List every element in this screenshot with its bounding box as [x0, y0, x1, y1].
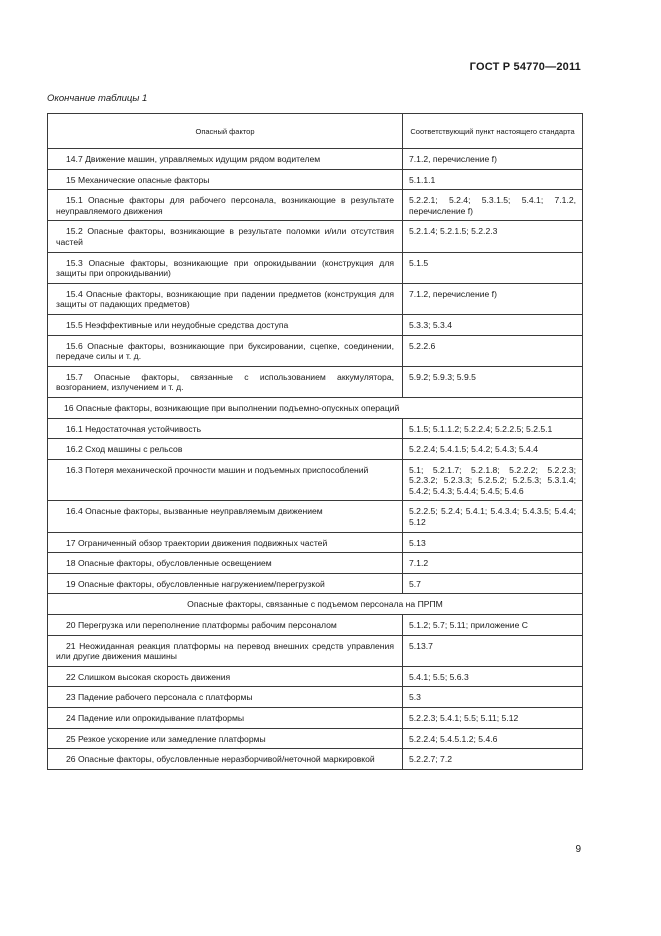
clause-cell: [403, 666, 583, 687]
clause-cell: [403, 573, 583, 594]
table-row: [48, 708, 583, 729]
table-row: [48, 335, 583, 366]
clause-text: 5.9.2; 5.9.3; 5.9.5: [409, 371, 476, 382]
hazard-text: 15.1 Опасные факторы для рабочего персонала, возникающие в результате неуправляемого движения: [56, 195, 394, 216]
clause-text: 5.7: [409, 578, 421, 589]
hazard-cell: [48, 283, 403, 314]
clause-cell: [403, 366, 583, 397]
table-header-row: [48, 114, 583, 149]
clause-cell: [403, 532, 583, 553]
clause-cell: [403, 283, 583, 314]
hazard-cell: [48, 532, 403, 553]
hazard-text: 23 Падение рабочего персонала с платформы: [66, 692, 253, 703]
table-row: [48, 501, 583, 532]
clause-text: 5.2.2.5; 5.2.4; 5.4.1; 5.4.3.4; 5.4.3.5; 5.4.4; 5.12: [409, 506, 576, 528]
clause-text: 5.3: [409, 692, 421, 703]
hazard-text: 16.3 Потеря механической прочности машин и подъемных приспособлений: [66, 464, 369, 475]
clause-text: 5.3.3; 5.3.4: [409, 319, 453, 330]
hazard-cell: [48, 149, 403, 170]
table-row: [48, 532, 583, 553]
hazard-text: 21 Неожиданная реакция платформы на перевод внешних средств управления или другие движения машины: [56, 640, 394, 662]
hazard-cell: [48, 553, 403, 574]
hazard-cell: [48, 314, 403, 335]
hazard-cell: [48, 573, 403, 594]
clause-text: 5.2.2.7; 7.2: [409, 754, 453, 765]
clause-text: 7.1.2: [409, 558, 429, 569]
clause-text: 5.1.2; 5.7; 5.11; приложение С: [409, 620, 528, 631]
hazard-text: 15.5 Неэффективные или неудобные средства доступа: [66, 319, 289, 330]
clause-text: 7.1.2, перечисление f): [409, 288, 497, 299]
clause-cell: [403, 615, 583, 636]
clause-cell: [403, 708, 583, 729]
hazard-cell: [48, 190, 403, 221]
hazard-text: 15 Механические опасные факторы: [66, 174, 210, 185]
hazard-cell: [48, 501, 403, 532]
hazards-table: [47, 113, 583, 770]
clause-cell: [403, 553, 583, 574]
clause-cell: [403, 418, 583, 439]
hazard-cell: [48, 439, 403, 460]
table-row: [48, 439, 583, 460]
hazard-text: 20 Перегрузка или переполнение платформы рабочим персоналом: [66, 620, 337, 631]
table-row: [48, 666, 583, 687]
table-row: [48, 615, 583, 636]
hazard-cell: [48, 749, 403, 770]
clause-text: 5.2.2.3; 5.4.1; 5.5; 5.11; 5.12: [409, 713, 519, 723]
clause-text: 5.2.2.4; 5.4.5.1.2; 5.4.6: [409, 733, 498, 744]
hazard-text: 17 Ограниченный обзор траектории движения подвижных частей: [66, 537, 328, 548]
clause-cell: [403, 635, 583, 666]
table-row: [48, 749, 583, 770]
hazard-cell: [48, 335, 403, 366]
table-row: [48, 190, 583, 221]
clause-cell: [403, 252, 583, 283]
table-section-row: [48, 397, 583, 418]
hazard-text: 19 Опасные факторы, обусловленные нагружением/перегрузкой: [66, 578, 325, 589]
table-row: [48, 314, 583, 335]
clause-text: 5.13: [409, 537, 426, 548]
section-cell: [48, 397, 583, 418]
clause-cell: [403, 190, 583, 221]
hazard-cell: [48, 459, 403, 501]
clause-text: 7.1.2, перечисление f): [409, 154, 497, 164]
clause-cell: [403, 501, 583, 532]
clause-cell: [403, 149, 583, 170]
hazard-text: 26 Опасные факторы, обусловленные неразборчивой/неточной маркировкой: [66, 754, 375, 765]
header-hazard: Опасный фактор: [48, 114, 403, 149]
table-row: [48, 553, 583, 574]
hazard-cell: [48, 615, 403, 636]
table-row: [48, 635, 583, 666]
hazard-cell: [48, 728, 403, 749]
clause-text: 5.4.1; 5.5; 5.6.3: [409, 671, 469, 682]
clause-cell: [403, 749, 583, 770]
table-row: [48, 149, 583, 170]
hazard-text: 16.2 Сход машины с рельсов: [66, 444, 183, 455]
clause-text: 5.2.2.1; 5.2.4; 5.3.1.5; 5.4.1; 7.1.2, перечисление f): [409, 195, 576, 216]
hazard-text: 16.4 Опасные факторы, вызванные неуправляемым движением: [66, 506, 323, 517]
table-row: [48, 169, 583, 190]
table-caption: Окончание таблицы 1: [47, 93, 148, 104]
hazard-text: 15.4 Опасные факторы, возникающие при падении предметов (конструкция для защиты от падающих предметов): [56, 288, 394, 310]
table-row: [48, 418, 583, 439]
table-row: [48, 252, 583, 283]
hazard-text: 16.1 Недостаточная устойчивость: [66, 423, 202, 434]
hazard-text: 15.3 Опасные факторы, возникающие при опрокидывании (конструкция для защиты при опрокидывании): [56, 257, 394, 279]
clause-text: 5.1; 5.2.1.7; 5.2.1.8; 5.2.2.2; 5.2.2.3; 5.2.3.2; 5.2.3.3; 5.2.5.2; 5.2.5.3; 5.3.1.4; 5.4.2; 5.4.3; 5.4.4; 5.4.5; 5.4.6: [409, 464, 576, 496]
clause-cell: [403, 728, 583, 749]
hazard-text: 14.7 Движение машин, управляемых идущим рядом водителем: [66, 154, 321, 164]
table-row: [48, 573, 583, 594]
clause-text: 5.2.2.4; 5.4.1.5; 5.4.2; 5.4.3; 5.4.4: [409, 444, 539, 455]
hazard-text: 15.7 Опасные факторы, связанные с использованием аккумулятора, возгоранием, излучением и т. д.: [56, 371, 394, 393]
clause-cell: [403, 221, 583, 252]
section-title: 16 Опасные факторы, возникающие при выполнении подъемно-опускных операций: [64, 402, 400, 413]
clause-text: 5.1.5: [409, 257, 429, 268]
table-row: [48, 221, 583, 252]
table-row: [48, 459, 583, 501]
section-cell: [48, 594, 583, 615]
hazard-text: 24 Падение или опрокидывание платформы: [66, 713, 245, 723]
hazard-cell: [48, 169, 403, 190]
hazard-text: 15.6 Опасные факторы, возникающие при буксировании, сцепке, соединении, передаче силы и т. д.: [56, 340, 394, 362]
document-code: ГОСТ Р 54770—2011: [469, 61, 581, 73]
hazard-cell: [48, 366, 403, 397]
clause-text: 5.1.5; 5.1.1.2; 5.2.2.4; 5.2.2.5; 5.2.5.1: [409, 423, 553, 434]
hazard-cell: [48, 252, 403, 283]
table-row: [48, 283, 583, 314]
table-row: [48, 366, 583, 397]
table-row: [48, 687, 583, 708]
hazard-cell: [48, 687, 403, 708]
hazard-cell: [48, 221, 403, 252]
hazard-cell: [48, 708, 403, 729]
header-clause: Соответствующий пункт настоящего стандарта: [403, 114, 583, 149]
clause-cell: [403, 335, 583, 366]
clause-cell: [403, 459, 583, 501]
clause-cell: [403, 314, 583, 335]
clause-text: 5.2.2.6: [409, 340, 436, 351]
hazard-text: 22 Слишком высокая скорость движения: [66, 671, 231, 682]
clause-cell: [403, 439, 583, 460]
clause-text: 5.13.7: [409, 640, 433, 651]
hazard-text: 15.2 Опасные факторы, возникающие в результате поломки и/или отсутствия частей: [56, 226, 394, 247]
hazard-cell: [48, 666, 403, 687]
clause-cell: [403, 169, 583, 190]
section-title: Опасные факторы, связанные с подъемом персонала на ПРПМ: [187, 599, 443, 610]
hazard-cell: [48, 635, 403, 666]
clause-text: 5.2.1.4; 5.2.1.5; 5.2.2.3: [409, 226, 498, 237]
page-number: 9: [575, 844, 581, 855]
hazard-text: 18 Опасные факторы, обусловленные освещением: [66, 558, 272, 569]
hazard-text: 25 Резкое ускорение или замедление платформы: [66, 733, 266, 744]
clause-text: 5.1.1.1: [409, 174, 436, 185]
hazard-cell: [48, 418, 403, 439]
table-section-row: [48, 594, 583, 615]
table-row: [48, 728, 583, 749]
clause-cell: [403, 687, 583, 708]
